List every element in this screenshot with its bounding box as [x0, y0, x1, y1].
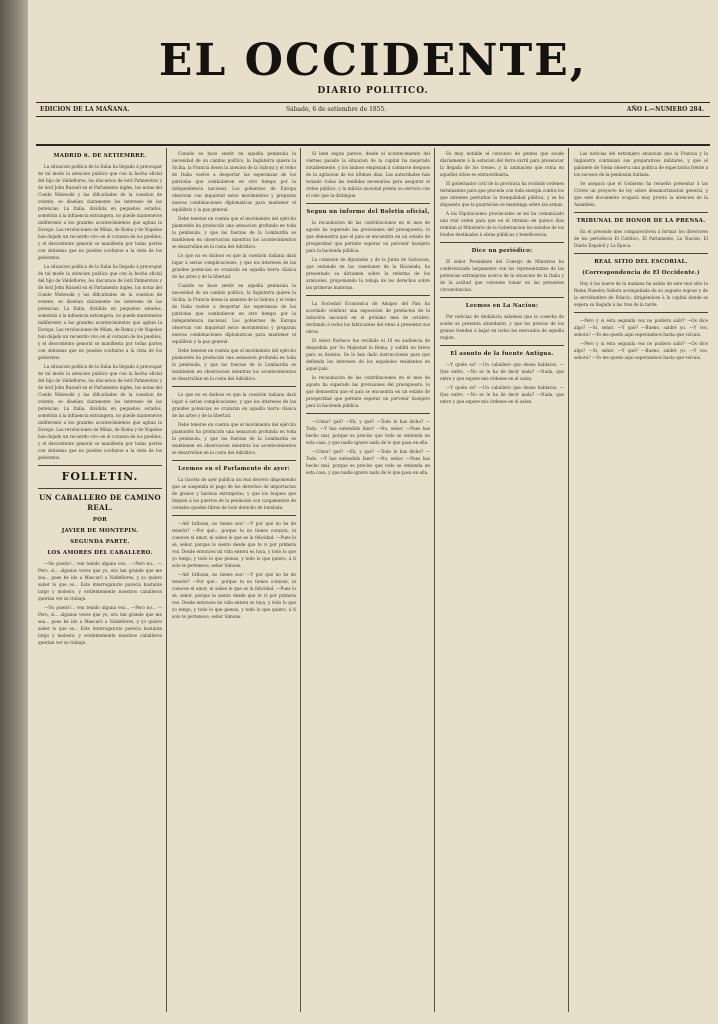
dateline-heading: MADRID 6. DE SETIEMBRE.	[53, 153, 147, 159]
article-text: Debe tenerse en cuenta que el movimiento del ejército piamontés ha producido una sensacion profunda en toda la península, y que las fuerzas de la Lombardía se mantienen en observacion mientras los acontecimientos se desarrollan en la costa del Adriático.	[172, 422, 296, 455]
masthead	[28, 35, 718, 96]
masthead-rule-top	[36, 102, 710, 103]
chapter-heading: El asunto de la fuente Antigua.	[450, 351, 554, 357]
column-divider	[300, 148, 301, 1012]
issue-date: Sábado, 6 de setiembre de 1855.	[286, 106, 387, 113]
feuilleton-title: UN CABALLERO DE CAMINO REAL.	[39, 493, 161, 512]
section-divider	[38, 465, 162, 466]
article-text: Debe tenerse en cuenta que el movimiento del ejército piamontés ha producido una sensacion profunda en toda la península, y que las fuerzas de la Lombardía se mantienen en observacion mientras los acontecimientos se desarrollan en la costa del Adriático.	[172, 348, 296, 381]
feuilleton-dialog: —Cómo? qué? —Eh, y qué? —Todo lo has dicho? —Todo. —Y has entendido bien? —No, señor. —Pues has hecho mal, porque es preciso que todo se entienda en esta casa, y que nadie ignore nada de lo que pasa en ella.	[306, 449, 430, 475]
article-text: Hoy á las nueve de la mañana ha salido de este real sitio la Reina Nuestra Señora acompañada de su augusto esposo y de la servidumbre de Palacio, dirigiéndose á la capital donde se espera su llegada á las tres de la tarde.	[574, 281, 708, 307]
article-text: En el presente mes compareciéron á formar los directores de los periódicos El Católico, El Parlamento, La Nacion, El Diario Español y La Epoca.	[574, 229, 708, 248]
section-divider	[306, 295, 430, 296]
article-heading: Segun un informe del Boletin oficial,	[306, 209, 430, 215]
section-divider	[574, 253, 708, 254]
column-3	[306, 150, 430, 1010]
column-2	[172, 150, 296, 1010]
notice-text: La Gaceta de ayer publica un real decreto disponiendo que se suspenda el pago de los derechos de importacion de granos y harinas extranjeras, y que los buques que lleguen á los puertos de la península con cargamentos de cereales queden libres de todo derecho de tonelada.	[172, 477, 296, 510]
article-text: El señor Presidente del Consejo de Ministros ha conferenciado largamente con los representantes de las potencias extranjeras acerca de la situacion de la Italia y de la actitud que conviene tomar en las presentes circunstancias.	[440, 259, 564, 292]
feuilleton-dialog: —Ah! bribona, no tienes eso! —Y por qué no he de tenerlo? —Por qué... porque tu no tienes corazon, ni conoces el amor, ni sabes lo que es la felicidad. —Pues lo sé, señor, porque la siento desde que te vi por primera vez. Desde entonces mi vida entera es tuya, y todo lo que yo tengo, y todo lo que pienso, y todo lo que quiero, á tí solo te pertenece, señor Simone.	[172, 572, 296, 619]
section-divider	[440, 297, 564, 298]
newspaper-title: EL OCCIDENTE,	[158, 35, 588, 86]
article-heading: REAL SITIO DEL ESCORIAL.	[594, 259, 688, 265]
article-heading: TRIBUNAL DE HONOR DE LA PRENSA.	[576, 218, 706, 224]
feuilleton-dialog: —Ah! bribona, no tienes eso! —Y por qué no he de tenerlo? —Por qué... porque tu no tienes corazon, ni conoces el amor, ni sabes lo que es la felicidad. —Pues lo sé, señor, porque la siento desde que te vi por primera vez. Desde entonces mi vida entera es tuya, y todo lo que yo tengo, y todo lo que pienso, y todo lo que quiero, á tí solo te pertenece, señor Simone.	[172, 521, 296, 568]
article-text: Cuando se hace sentir en aquella peninsula la necesidad de un cambio político, la Inglaterra quiere la Sicilia, la Francia desea la anexion de la Saboya y el reino de Italia vuelve a despertar las esperanzas de los patriotas que combatieron en otro tiempo por la independencia nacional. Los gobiernos de Europa observan con inquietud estos movimientos y preparan nuevas combinaciones diplomaticas para mantener el equilibrio y la paz general.	[172, 283, 296, 344]
article-text: Lo que no es dudoso es que la cuestión italiana dará lugar á serias complicaciones, y que los intereses de las grandes potencias se cruzarán en aquella tierra clásica de las artes y de la libertad.	[172, 253, 296, 279]
feuilleton-text: —No puedo!... ven tenido alguna vez... —Pero no... —Pero, si... algunas veces que yo, era tan grande que me sea... pues he ido a Mascaró a Valdeflores, y yo quiero saber lo que os... Este interrogatorio parecía bastante largo y molesto, y evidentemente nuestros caballeros querían ver su trabajo.	[38, 561, 162, 601]
feuilleton-author: JAVIER DE MONTEPIN.	[61, 528, 139, 534]
article-text: Por noticias de Andalucía sabemos que la cosecha de aceite se presenta abundante, y que los precios de los granos tienden á bajar en todos los mercados de aquella region.	[440, 314, 564, 340]
article-text: Si bien segun parece, desde el acontecimiento del viernes pasado la situacion de la capital ha mejorado notablemente, y los ánimos empiezan á calmarse despues de la agitacion de los últimos dias. Las autoridades han tomado todas las medidas necesarias para asegurar el órden público, y la milicia nacional presta su servicio con el celo que la distingue.	[306, 151, 430, 198]
book-binding	[0, 0, 28, 1024]
notice-heading: Leemos en el Parlamento de ayer:	[178, 466, 290, 472]
article-text: La comision de diputados y de la Junta de Salvacion, que entiende en las cuestiones de la Hacienda, ha presentado su dictamen sobre la reforma de los aranceles, proponiendo la rebaja de los derechos sobre las primeras materias.	[306, 257, 430, 290]
article-text: A las Diputaciones provinciales se les ha comunicado una real orden para que en el término de quince dias remitan al Ministerio de la Gobernacion los estados de los fondos destinados á obras públicas y beneficencia.	[440, 211, 564, 237]
section-divider	[440, 242, 564, 243]
section-divider	[440, 345, 564, 346]
section-divider	[172, 460, 296, 461]
article-text: Se asegura que el Gobierno ha resuelto presentar á las Córtes un proyecto de ley sobre desamortizacion general, y que este documento ocupará muy pronto la atencion de la Asamblea.	[574, 181, 708, 207]
feuilleton-chapter: LOS AMORES DEL CABALLERO.	[47, 550, 153, 556]
section-divider	[574, 312, 708, 313]
article-text: la recaudacion de las contribuciones en el mes de agosto ha superado las previsiones del presupuesto, lo que demuestra que el pais se encuentra en un estado de prosperidad que permite esperar un porvenir lisonjero para la hacienda pública.	[306, 375, 430, 408]
feuilleton-dialog: —Pero y si ésta segunda vez no pudiera salir? —Os dice algo? —Si, señor. —Y qué? —Bueno, saldré yo. —Y vos, señora? —Yo me quedo aqui esperandoos hasta que volvais.	[574, 318, 708, 337]
header-double-rule	[36, 144, 710, 146]
feuilleton-text: —No puedo!... ven tenido alguna vez... —Pero no... —Pero, si... algunas veces que yo, era tan grande que me sea... pues he ido a Mascaró a Valdeflores, y yo quiero saber lo que os... Este interrogatorio parecía bastante largo y molesto, y evidentemente nuestros caballeros querían ver su trabajo.	[38, 605, 162, 645]
feuilleton-part: SEGUNDA PARTE.	[70, 539, 130, 545]
article-text: La situacion politica de la Italia ha llegado á preocupar de tal modo la atencion publica que con la hecha oficial del hijo de Valdeflores, los discursos de lord Palmerston y de lord John Russell en el Parlamento ingles, las notas del Conde Walewski y las dificultades de la cuestion de oriente, se diseñan claramente los intereses de las potencias. La Italia, dividida en pequeños estados, sometida á la influencia extrangera, no puede mantenerse indiferente a los grandes acontecimientos que agitan la Europa. Las revoluciones de Milan, de Roma y de Napoles han dejado un recuerdo vivo en el corazon de los pueblos, y el descontento general se manifiesta por todas partes con síntomas que no pueden ocultarse a la vista de los gobiernos.	[38, 364, 162, 460]
column-4	[440, 150, 564, 1010]
article-text: Las noticias del extranjero anuncian que la Francia y la Inglaterra continúan sus preparativos militares, y que el gabinete de Viena observa una politica de expectativa frente a los sucesos de la península italiana.	[574, 151, 708, 177]
article-heading: Dice un periódico:	[471, 248, 533, 254]
feuilleton-dialog: —Pero y si ésta segunda vez no pudiera salir? —Os dice algo? —Si, señor. —Y qué? —Bueno, saldré yo. —Y vos, señora? —Yo me quedo aqui esperandoos hasta que volvais.	[574, 341, 708, 360]
article-text: Es muy notable el concurso de gentes que acude diariamente á la estacion del ferro-carril para presenciar la llegada de los trenes, y la animacion que reina en aquellos sitios es extraordinaria.	[440, 151, 564, 177]
masthead-rule-bottom	[36, 116, 710, 117]
section-divider	[172, 386, 296, 387]
article-text: La situacion politica de la Italia ha llegado á preocupar de tal modo la atencion publica que con la hecha oficial del hijo de Valdeflores, los discursos de lord Palmerston y de lord John Russell en el Parlamento ingles, las notas del Conde Walewski y las dificultades de la cuestion de oriente, se diseñan claramente los intereses de las potencias. La Italia, dividida en pequeños estados, sometida á la influencia extrangera, no puede mantenerse indiferente a los grandes acontecimientos que agitan la Europa. Las revoluciones de Milan, de Roma y de Napoles han dejado un recuerdo vivo en el corazon de los pueblos, y el descontento general se manifiesta por todas partes con síntomas que no pueden ocultarse a la vista de los gobiernos.	[38, 164, 162, 260]
article-text: La Sociedad Economica de Amigos del Pais ha acordado celebrar una exposicion de productos de la industria nacional en el próximo mes de octubre, invitando á todos los fabricantes del reino á presentar sus obras.	[306, 301, 430, 334]
section-divider	[38, 488, 162, 489]
feuilleton-dialog: —Cómo? qué? —Eh, y qué? —Todo lo has dicho? —Todo. —Y has entendido bien? —No, señor. —Pues has hecho mal, porque es preciso que todo se entienda en esta casa, y que nadie ignore nada de lo que pasa en ella.	[306, 419, 430, 445]
section-divider	[574, 212, 708, 213]
section-divider	[306, 413, 430, 414]
feuilleton-by: POR	[92, 517, 108, 523]
article-text: El señor Pacheco fue recibido el 18 en audiencia de despedida por Su Majestad la Reina, y saldrá en breve para su destino. Se le han dado instrucciones para que defienda los intereses de los españoles residentes en aquel pais.	[306, 338, 430, 371]
feuilleton-label: FOLLETIN.	[61, 470, 139, 483]
article-text: Debe tenerse en cuenta que el movimiento del ejército piamontés ha producido una sensacion profunda en toda la península, y que las fuerzas de la Lombardía se mantienen en observacion mientras los acontecimientos se desarrollan en la costa del Adriático.	[172, 216, 296, 249]
column-divider	[434, 148, 435, 1012]
article-heading: Leemos en La Nacion:	[465, 303, 539, 309]
article-subheading: (Correspondencia de El Occidente.)	[582, 270, 700, 276]
feuilleton-dialog: —Y quién es? —Un caballero que desea hablaros. —Que entre. —No se le ha de decir nada? —Nada, que entre y que espere mis órdenes en el salon.	[440, 385, 564, 404]
section-divider	[172, 515, 296, 516]
column-divider	[568, 148, 569, 1012]
newspaper-subtitle: DIARIO POLITICO.	[317, 86, 429, 96]
section-divider	[306, 203, 430, 204]
column-1	[38, 150, 162, 1010]
issue-number: AÑO I.—NUMERO 284.	[626, 106, 704, 113]
article-text: Cuando se hace sentir en aquella peninsula la necesidad de un cambio político, la Inglaterra quiere la Sicilia, la Francia desea la anexion de la Saboya y el reino de Italia vuelve a despertar las esperanzas de los patriotas que combatieron en otro tiempo por la independencia nacional. Los gobiernos de Europa observan con inquietud estos movimientos y preparan nuevas combinaciones diplomaticas para mantener el equilibrio y la paz general.	[172, 151, 296, 212]
column-5	[574, 150, 708, 1010]
newspaper-page	[28, 0, 718, 1024]
article-text: la recaudacion de las contribuciones en el mes de agosto ha superado las previsiones del presupuesto, lo que demuestra que el pais se encuentra en un estado de prosperidad que permite esperar un porvenir lisonjero para la hacienda pública.	[306, 220, 430, 253]
article-text: La situacion politica de la Italia ha llegado á preocupar de tal modo la atencion publica que con la hecha oficial del hijo de Valdeflores, los discursos de lord Palmerston y de lord John Russell en el Parlamento ingles, las notas del Conde Walewski y las dificultades de la cuestion de oriente, se diseñan claramente los intereses de las potencias. La Italia, dividida en pequeños estados, sometida á la influencia extrangera, no puede mantenerse indiferente a los grandes acontecimientos que agitan la Europa. Las revoluciones de Milan, de Roma y de Napoles han dejado un recuerdo vivo en el corazon de los pueblos, y el descontento general se manifiesta por todas partes con síntomas que no pueden ocultarse a la vista de los gobiernos.	[38, 264, 162, 360]
article-text: El gobernador civil de la provincia ha recibido ordenes terminantes para que proceda con toda energia contra los que intenten perturbar la tranquilidad pública, y se ha dispuesto que la guarnicion se mantenga sobre las armas.	[440, 181, 564, 207]
column-divider	[166, 148, 167, 1012]
article-text: Lo que no es dudoso es que la cuestión italiana dará lugar á serias complicaciones, y que los intereses de las grandes potencias se cruzarán en aquella tierra clásica de las artes y de la libertad.	[172, 392, 296, 418]
feuilleton-dialog: —Y quién es? —Un caballero que desea hablaros. —Que entre. —No se le ha de decir nada? —Nada, que entre y que espere mis órdenes en el salon.	[440, 362, 564, 381]
edition-label: EDICION DE LA MAÑANA.	[40, 106, 130, 113]
